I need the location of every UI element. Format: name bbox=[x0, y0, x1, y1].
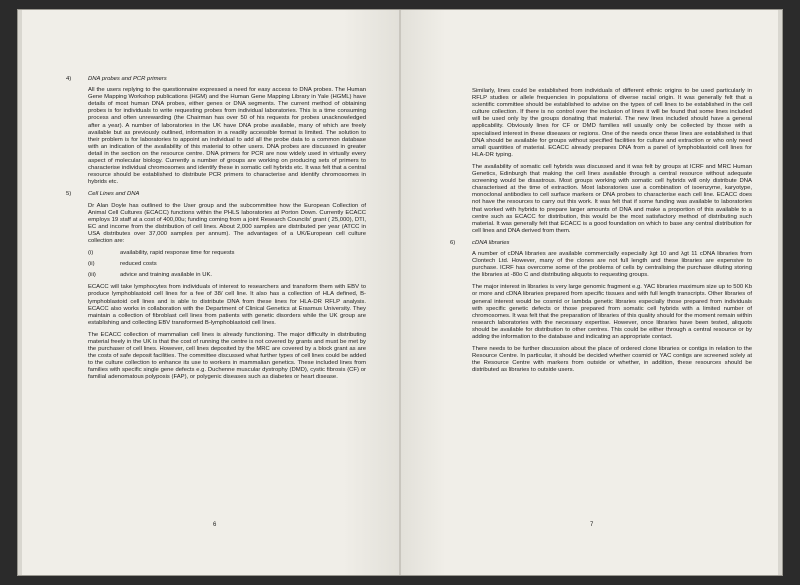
section-5-paragraph-1: Dr Alan Doyle has outlined to the User group and the subcommittee how the European Collection of Animal Cell Cultures (ECACC) functions within the PHLS laboratories at Porton Down. Currently ECACC employs 19 staff at a cost of 400,00u; funding coming from a joint Research Councils' grant ( 25,000), DTI, EC and income from the distribution of cell lines. About 2,000 samples are distributed per year (ATCC in USA distributes over 37,000 samples per annum). The advantages of a UK/European cell culture collection are: bbox=[88, 202, 366, 244]
section-6-paragraph-2: The major interest in libraries is very large genomic fragment e.g. YAC libraries maximum size up to 500 Kb or more and cDNA libraries prepared from specific tissues and with full length transcripts. Other libraries of general interest would be cosmid or lambda genetic libraries especially those prepared from individuals with specific genetic defects or those prepared from somatic cell hybrids with a limited number of chromosomes. It was felt that the preparation of libraries of this quality should for the moment remain within research laboratories with the necessary expertise. However, once libraries have been tested, aliquots should be available for distribution to other centres. This could be either through a central resource or by adding the information to the database and indicating an appropriate contact. bbox=[472, 284, 752, 340]
right-page bbox=[400, 10, 782, 575]
list-item-number: (iii) bbox=[88, 272, 96, 279]
section-4-paragraph: All the users replying to the questionnaire expressed a need for easy access to DNA probes. The Human Gene Mapping Workshop publications (HGM) and the Human Gene Mapping Library in Yale (HGML) have details of most human DNA probes, either genes or DNA segments. The current method of obtaining probes is for individuals to write requesting probes from individual laboratories. This is a time consuming process and often unrewarding (the Chairman has over 50 of his requests for probes unacknowledged after a year). A number of laboratories in the UK have DNA probe available, many of which are freely available but as previously outlined, information in a readily accessible format is limited. The solution to their problem is for laboratories to appoint an individual to add all the probe data to a common database with an indication of the availability of this material to other users. DNA probes are discussed in greater detail in the section on the resource centre. DNA primers for PCR are now widely used in virtually every aspect of molecular biology. Currently a number of groups are working on producing sets of primers to characterise individual chromosomes and identify these in somatic cell hybrids etc. It was felt that a central resource should be established to distribute PCR primers to characterise and identify chromosomes in hybrids etc. bbox=[88, 87, 366, 186]
list-item-text: advice and training available in UK. bbox=[120, 272, 213, 279]
section-number: 4) bbox=[66, 76, 72, 82]
right-paragraph-2: The availability of somatic cell hybrids was discussed and it was felt by groups at ICRF and MRC Human Genetics, Edinburgh that making the cell lines available through a central resource without adequate screening would be disastrous. Most groups working with somatic cell hybrids will only distribute DNA characterised at the time of extraction. Most laboratories use a combination of isoenzyme, karyotype, monoclonal antibodies to cell surface markers or DNA probes to characterise each cell line. ECACC does not have the resources to carry out this work. It was felt that if some funding was available to laboratories that worked with hybrids to prepare larger amounts of DNA and make a proportion of this available to a centre such as ECACC for distribution, this would be the most satisfactory method of distributing such material. It was generally felt that ECACC is a good foundation on which to base any central distribution for cell lines and DNA derived from them. bbox=[472, 163, 752, 234]
section-6-heading bbox=[450, 240, 752, 247]
page-number: 6 bbox=[213, 522, 217, 528]
list-item bbox=[88, 272, 366, 279]
advantages-list bbox=[88, 250, 366, 279]
list-item-text: reduced costs bbox=[120, 261, 157, 268]
section-title: Cell Lines and DNA bbox=[88, 191, 140, 198]
list-item bbox=[88, 250, 366, 257]
list-item-text: availability, rapid response time for requests bbox=[120, 250, 235, 257]
list-item-number: (i) bbox=[88, 250, 94, 257]
section-number: 6) bbox=[450, 239, 456, 246]
section-5-paragraph-2: ECACC will take lymphocytes from individuals of interest to researchers and transform them with EBV to produce lymphoblastoid cell lines for a fee of 38/ cell line. It also has a collection of HLA defined, B-lymphoblastoid cell lines and is able to distribute DNA from these lines for HLA-DR RFLP analysis. ECACC also works in collaboration with the Department of Clinical Genetics at Erasmus University. They maintain a collection of fibroblast cell lines from patients with genetic disorders while the UK group are establishing and collecting EBV transformed B-lymphoblastoid cell lines. bbox=[88, 284, 366, 326]
book-spread bbox=[18, 10, 782, 575]
left-page bbox=[18, 10, 400, 575]
section-title: DNA probes and PCR primers bbox=[88, 76, 167, 82]
section-6-paragraph-3: There needs to be further discussion about the place of ordered clone libraries or contigs in relation to the Resource Centre. In particular, it should be decided whether cosmid or YAC contigs are screened solely at the Resource Centre with markers from outside or whether, in addition, these resources should be distributed as libraries to outside users. bbox=[472, 346, 752, 374]
section-5-paragraph-3: The ECACC collection of mammalian cell lines is already functioning. The major difficulty in distributing material freely in the UK is that the cost of running the centre is not covered by grants and must be met by the purchaser of cell lines. However, cell lines deposited by the MRC are covered by a block grant as are the costs of safe deposit facilities. The committee discussed what further types of cell lines could be added to the culture collection to enhance its use to workers in mammalian genetics. These included lines from families with specific single gene defects e.g. Duchenne muscular dystrophy (DMD), cystic fibrosis (CF) or familial adenomatous polyposis (FAP), or polygenic diseases such as diabetes or heart disease. bbox=[88, 331, 366, 381]
section-title: cDNA libraries bbox=[472, 239, 510, 246]
right-page-content bbox=[450, 88, 752, 379]
page-edge-left bbox=[18, 10, 22, 575]
section-6-paragraph-1: A number of cDNA libraries are available commercially especially λgt 10 and λgt 11 cDNA libraries from Clontech Ltd. However, many of the clones are not full length and these libraries are expensive to purchase. ICRF has overcome some of the problems of cells by centralising the purchase diluting storing the libraries at -80o C and distributing aliquots to requesting groups. bbox=[472, 250, 752, 279]
list-item bbox=[88, 261, 366, 268]
section-number: 5) bbox=[66, 191, 72, 198]
page-edge-right bbox=[778, 10, 782, 575]
section-4-heading bbox=[66, 76, 366, 83]
book-gutter bbox=[399, 10, 401, 575]
right-paragraph-1: Similarly, lines could be established from individuals of different ethnic origins to be used particularly in RFLP studies or allele frequencies in populations of diverse racial origin. It was generally felt that a scientific committee should be established to advise on the types of cell lines to be established in the cell culture collection. If there is no control over the inclusion of lines it will be found that some lines included will be used only by the groups donating that material. The new lines included should have a general applicability. Obviously lines for CF or DMD families will usually only be collected by those with a specialised interest in these diseases or regions. One of the needs once these lines are established is that DNA should be available for groups without specified facilities for culture and extraction or who only need small quantities of material. ECACC already prepares DNA from a panel of lymphoblastoid cell lines for HLA-DR typing. bbox=[472, 88, 752, 158]
list-item-number: (ii) bbox=[88, 261, 95, 268]
section-5-heading bbox=[66, 191, 366, 198]
page-number: 7 bbox=[590, 522, 594, 528]
left-page-content bbox=[66, 76, 366, 387]
